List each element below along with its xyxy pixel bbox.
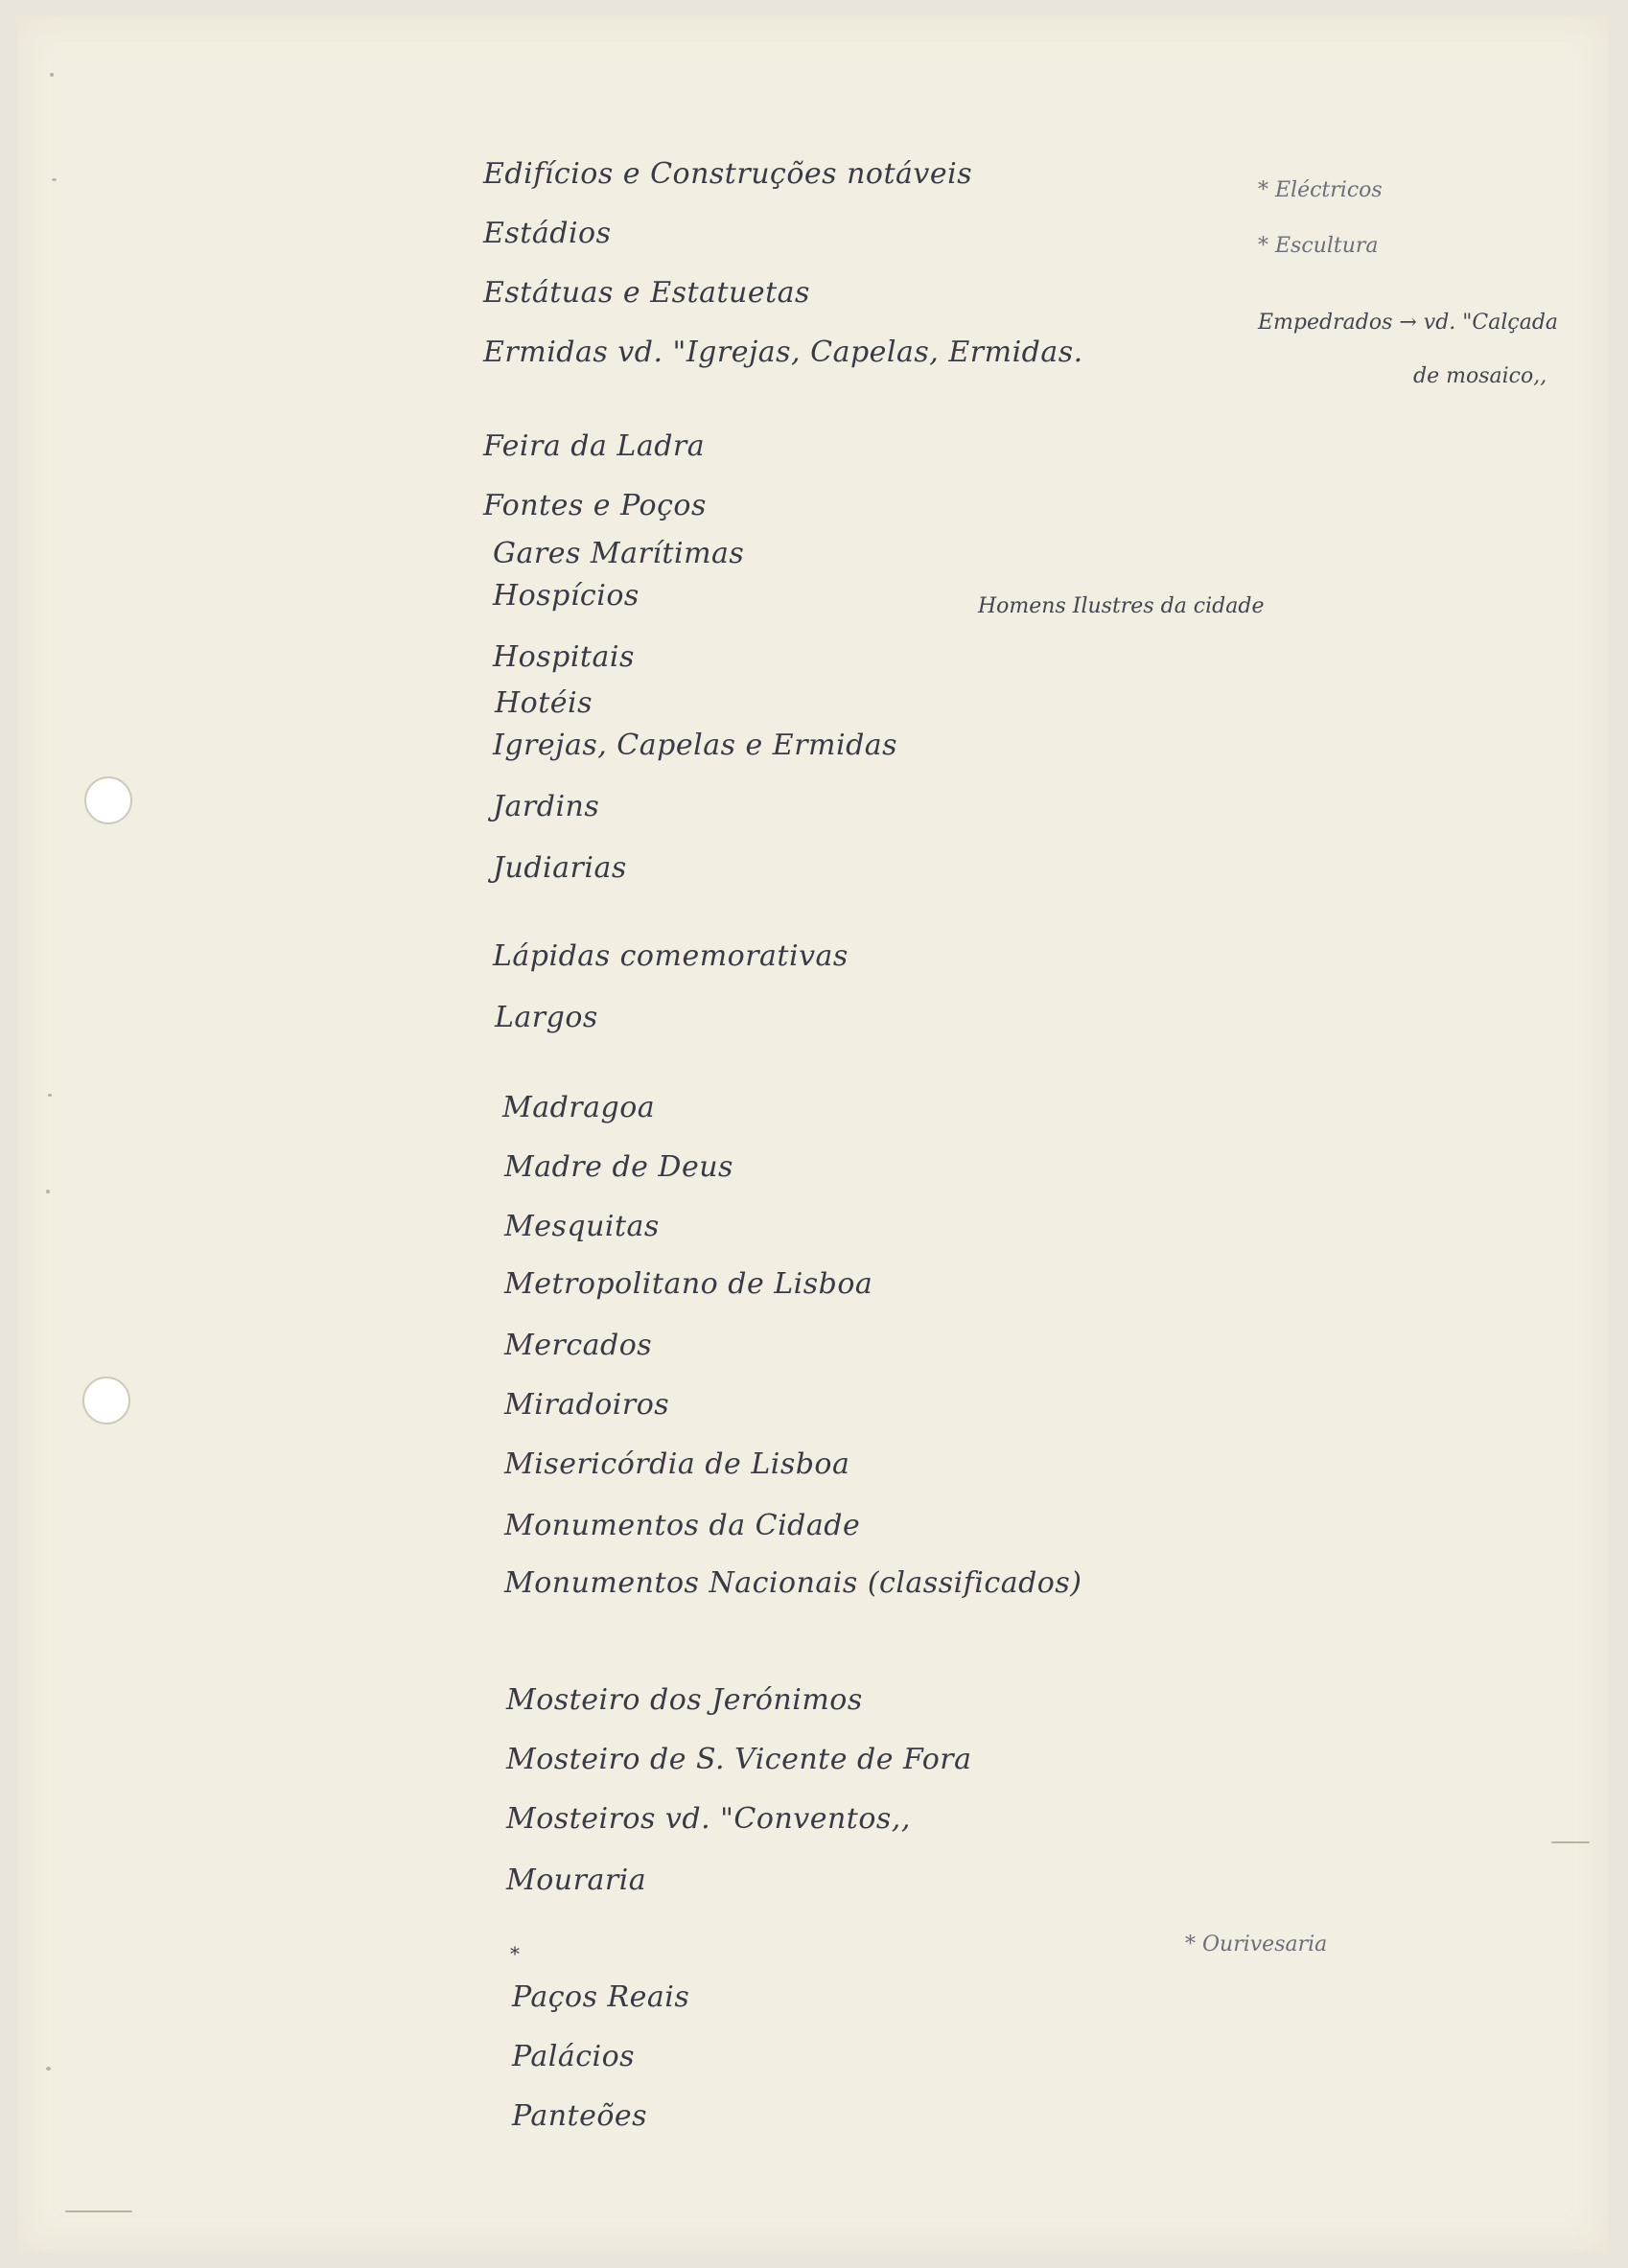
list-entry: Monumentos Nacionais (classificados) bbox=[504, 1566, 1082, 1600]
list-entry: Mosteiro de S. Vicente de Fora bbox=[506, 1743, 972, 1776]
list-entry: Feira da Ladra bbox=[483, 429, 706, 463]
list-entry: Largos bbox=[495, 1001, 598, 1034]
list-entry: Mercados bbox=[504, 1329, 653, 1362]
side-note-empedrados: Empedrados → vd. "Calçada bbox=[1258, 311, 1559, 335]
list-entry: Lápidas comemorativas bbox=[493, 939, 849, 973]
paper-crease bbox=[1551, 1841, 1590, 1843]
list-entry: Edifícios e Construções notáveis bbox=[483, 157, 973, 191]
paper-speck bbox=[48, 1094, 52, 1097]
list-entry: Ermidas vd. "Igrejas, Capelas, Ermidas. bbox=[483, 336, 1083, 369]
list-entry: Estádios bbox=[483, 217, 612, 250]
list-entry: Jardins bbox=[493, 790, 600, 823]
punch-hole-top bbox=[84, 776, 132, 824]
list-entry: Paços Reais bbox=[512, 1980, 690, 2014]
list-entry: Madragoa bbox=[502, 1091, 656, 1124]
list-entry: Madre de Deus bbox=[504, 1150, 733, 1184]
list-entry: Monumentos da Cidade bbox=[504, 1509, 861, 1542]
side-note-ourivesaria: * Ourivesaria bbox=[1185, 1932, 1328, 1956]
paper-speck bbox=[52, 178, 57, 181]
side-note-electricos: * Eléctricos bbox=[1258, 178, 1383, 202]
list-entry: Hospícios bbox=[493, 579, 640, 613]
paper-speck bbox=[46, 2067, 51, 2071]
list-entry: Miradoiros bbox=[504, 1388, 670, 1422]
paper-crease bbox=[65, 2210, 132, 2212]
paper-sheet bbox=[17, 15, 1609, 2253]
list-entry: Gares Marítimas bbox=[493, 537, 745, 570]
list-entry: Mosteiro dos Jerónimos bbox=[506, 1683, 863, 1717]
list-entry: Mouraria bbox=[506, 1863, 647, 1897]
punch-hole-bottom bbox=[82, 1377, 130, 1424]
list-entry: Metropolitano de Lisboa bbox=[504, 1267, 873, 1301]
side-note-empedrados-cont: de mosaico,, bbox=[1413, 364, 1547, 388]
list-entry: Fontes e Poços bbox=[483, 489, 707, 522]
list-entry: Panteões bbox=[512, 2099, 648, 2133]
list-entry: Palácios bbox=[512, 2040, 636, 2073]
list-entry: Hospitais bbox=[493, 640, 635, 674]
list-entry: Hotéis bbox=[495, 686, 593, 720]
list-entry: Igrejas, Capelas e Ermidas bbox=[493, 729, 898, 762]
paper-speck bbox=[46, 1190, 50, 1193]
asterisk-marker: * bbox=[510, 1942, 521, 1965]
list-entry: Judiarias bbox=[493, 851, 627, 885]
list-entry: Mosteiros vd. "Conventos,, bbox=[506, 1802, 911, 1836]
paper-speck bbox=[50, 73, 54, 77]
side-note-homens-ilustres: Homens Ilustres da cidade bbox=[978, 594, 1265, 618]
list-entry: Mesquitas bbox=[504, 1210, 660, 1243]
list-entry: Misericórdia de Lisboa bbox=[504, 1447, 850, 1481]
side-note-escultura: * Escultura bbox=[1258, 234, 1379, 258]
list-entry: Estátuas e Estatuetas bbox=[483, 276, 810, 310]
